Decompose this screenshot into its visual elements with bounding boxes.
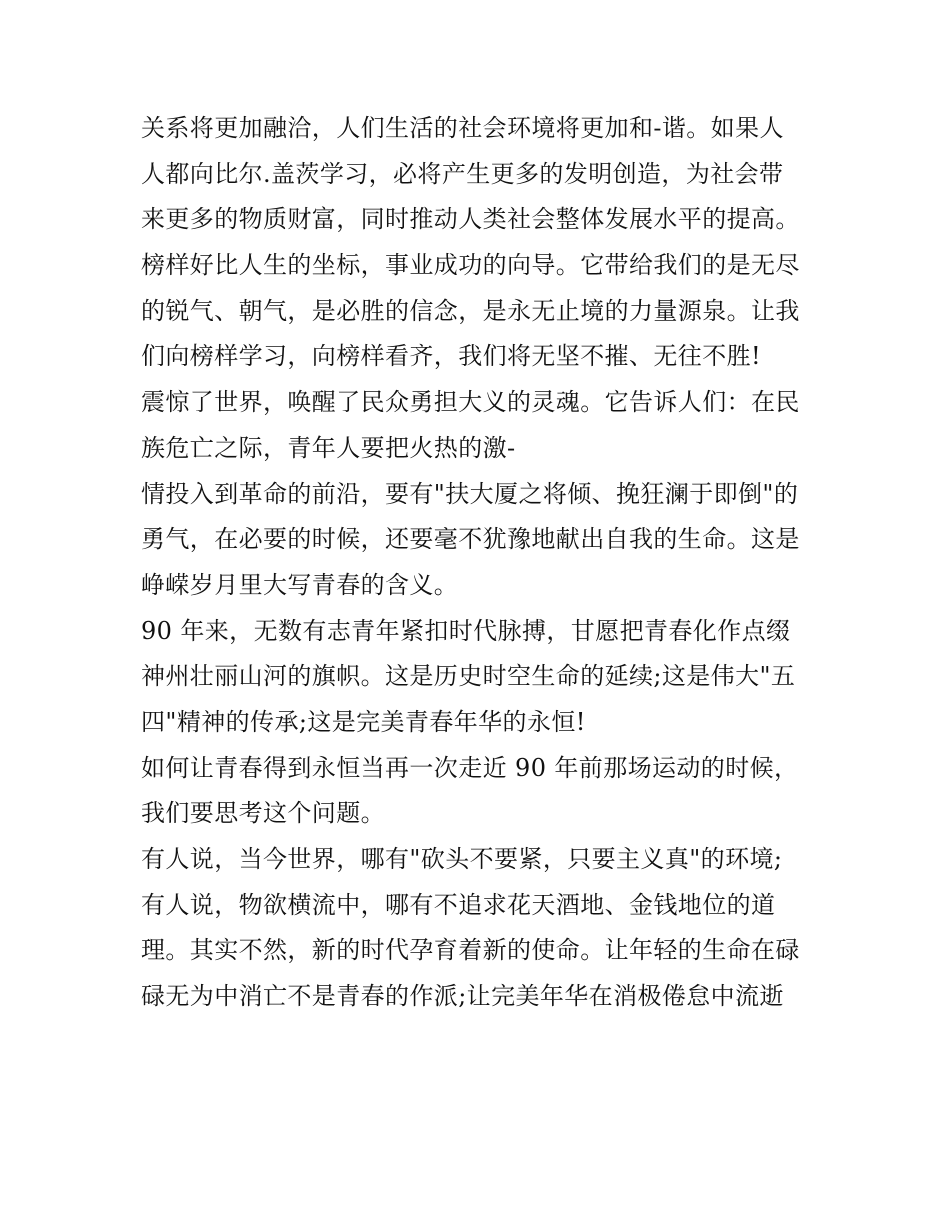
text-line: 有人说，当今世界，哪有"砍头不要紧，只要主义真"的环境;	[141, 845, 783, 873]
text-line: 来更多的物质财富，同时推动人类社会整体发展水平的提高。	[141, 205, 800, 234]
text-line: 峥嵘岁月里大写青春的含义。	[141, 570, 459, 599]
body-text	[141, 106, 821, 1020]
text-line: 人都向比尔.盖茨学习，必将产生更多的发明创造，为社会带	[141, 159, 784, 188]
text-line: 榜样好比人生的坐标，事业成功的向导。它带给我们的是无尽	[141, 251, 800, 280]
text-line: 有人说，物欲横流中，哪有不追求花天酒地、金钱地位的道	[141, 890, 776, 919]
text-line: 勇气，在必要的时候，还要毫不犹豫地献出自我的生命。这是	[141, 525, 800, 554]
text-line: 理。其实不然，新的时代孕育着新的使命。让年轻的生命在碌	[141, 936, 800, 965]
text-line: 关系将更加融洽，人们生活的社会环境将更加和-谐。如果人	[141, 114, 784, 142]
text-line: 震惊了世界，唤醒了民众勇担大义的灵魂。它告诉人们：在民	[141, 388, 800, 417]
text-line: 情投入到革命的前沿，要有"扶大厦之将倾、挽狂澜于即倒"的	[141, 479, 799, 508]
text-line: 族危亡之际，青年人要把火热的激-	[141, 433, 516, 462]
text-line: 90 年来，无数有志青年紧扣时代脉搏，甘愿把青春化作点缀	[141, 616, 791, 645]
text-line: 的锐气、朝气，是必胜的信念，是永无止境的力量源泉。让我	[141, 296, 800, 325]
text-line: 我们要思考这个问题。	[141, 799, 385, 828]
text-line: 四"精神的传承;这是完美青春年华的永恒!	[141, 707, 586, 736]
text-line: 们向榜样学习，向榜样看齐，我们将无坚不摧、无往不胜!	[141, 342, 762, 371]
text-line: 如何让青春得到永恒当再一次走近 90 年前那场运动的时候，	[141, 753, 799, 782]
text-line: 碌无为中消亡不是青春的作派;让完美年华在消极倦怠中流逝	[141, 982, 784, 1011]
text-line: 神州壮丽山河的旗帜。这是历史时空生命的延续;这是伟大"五	[141, 662, 796, 691]
